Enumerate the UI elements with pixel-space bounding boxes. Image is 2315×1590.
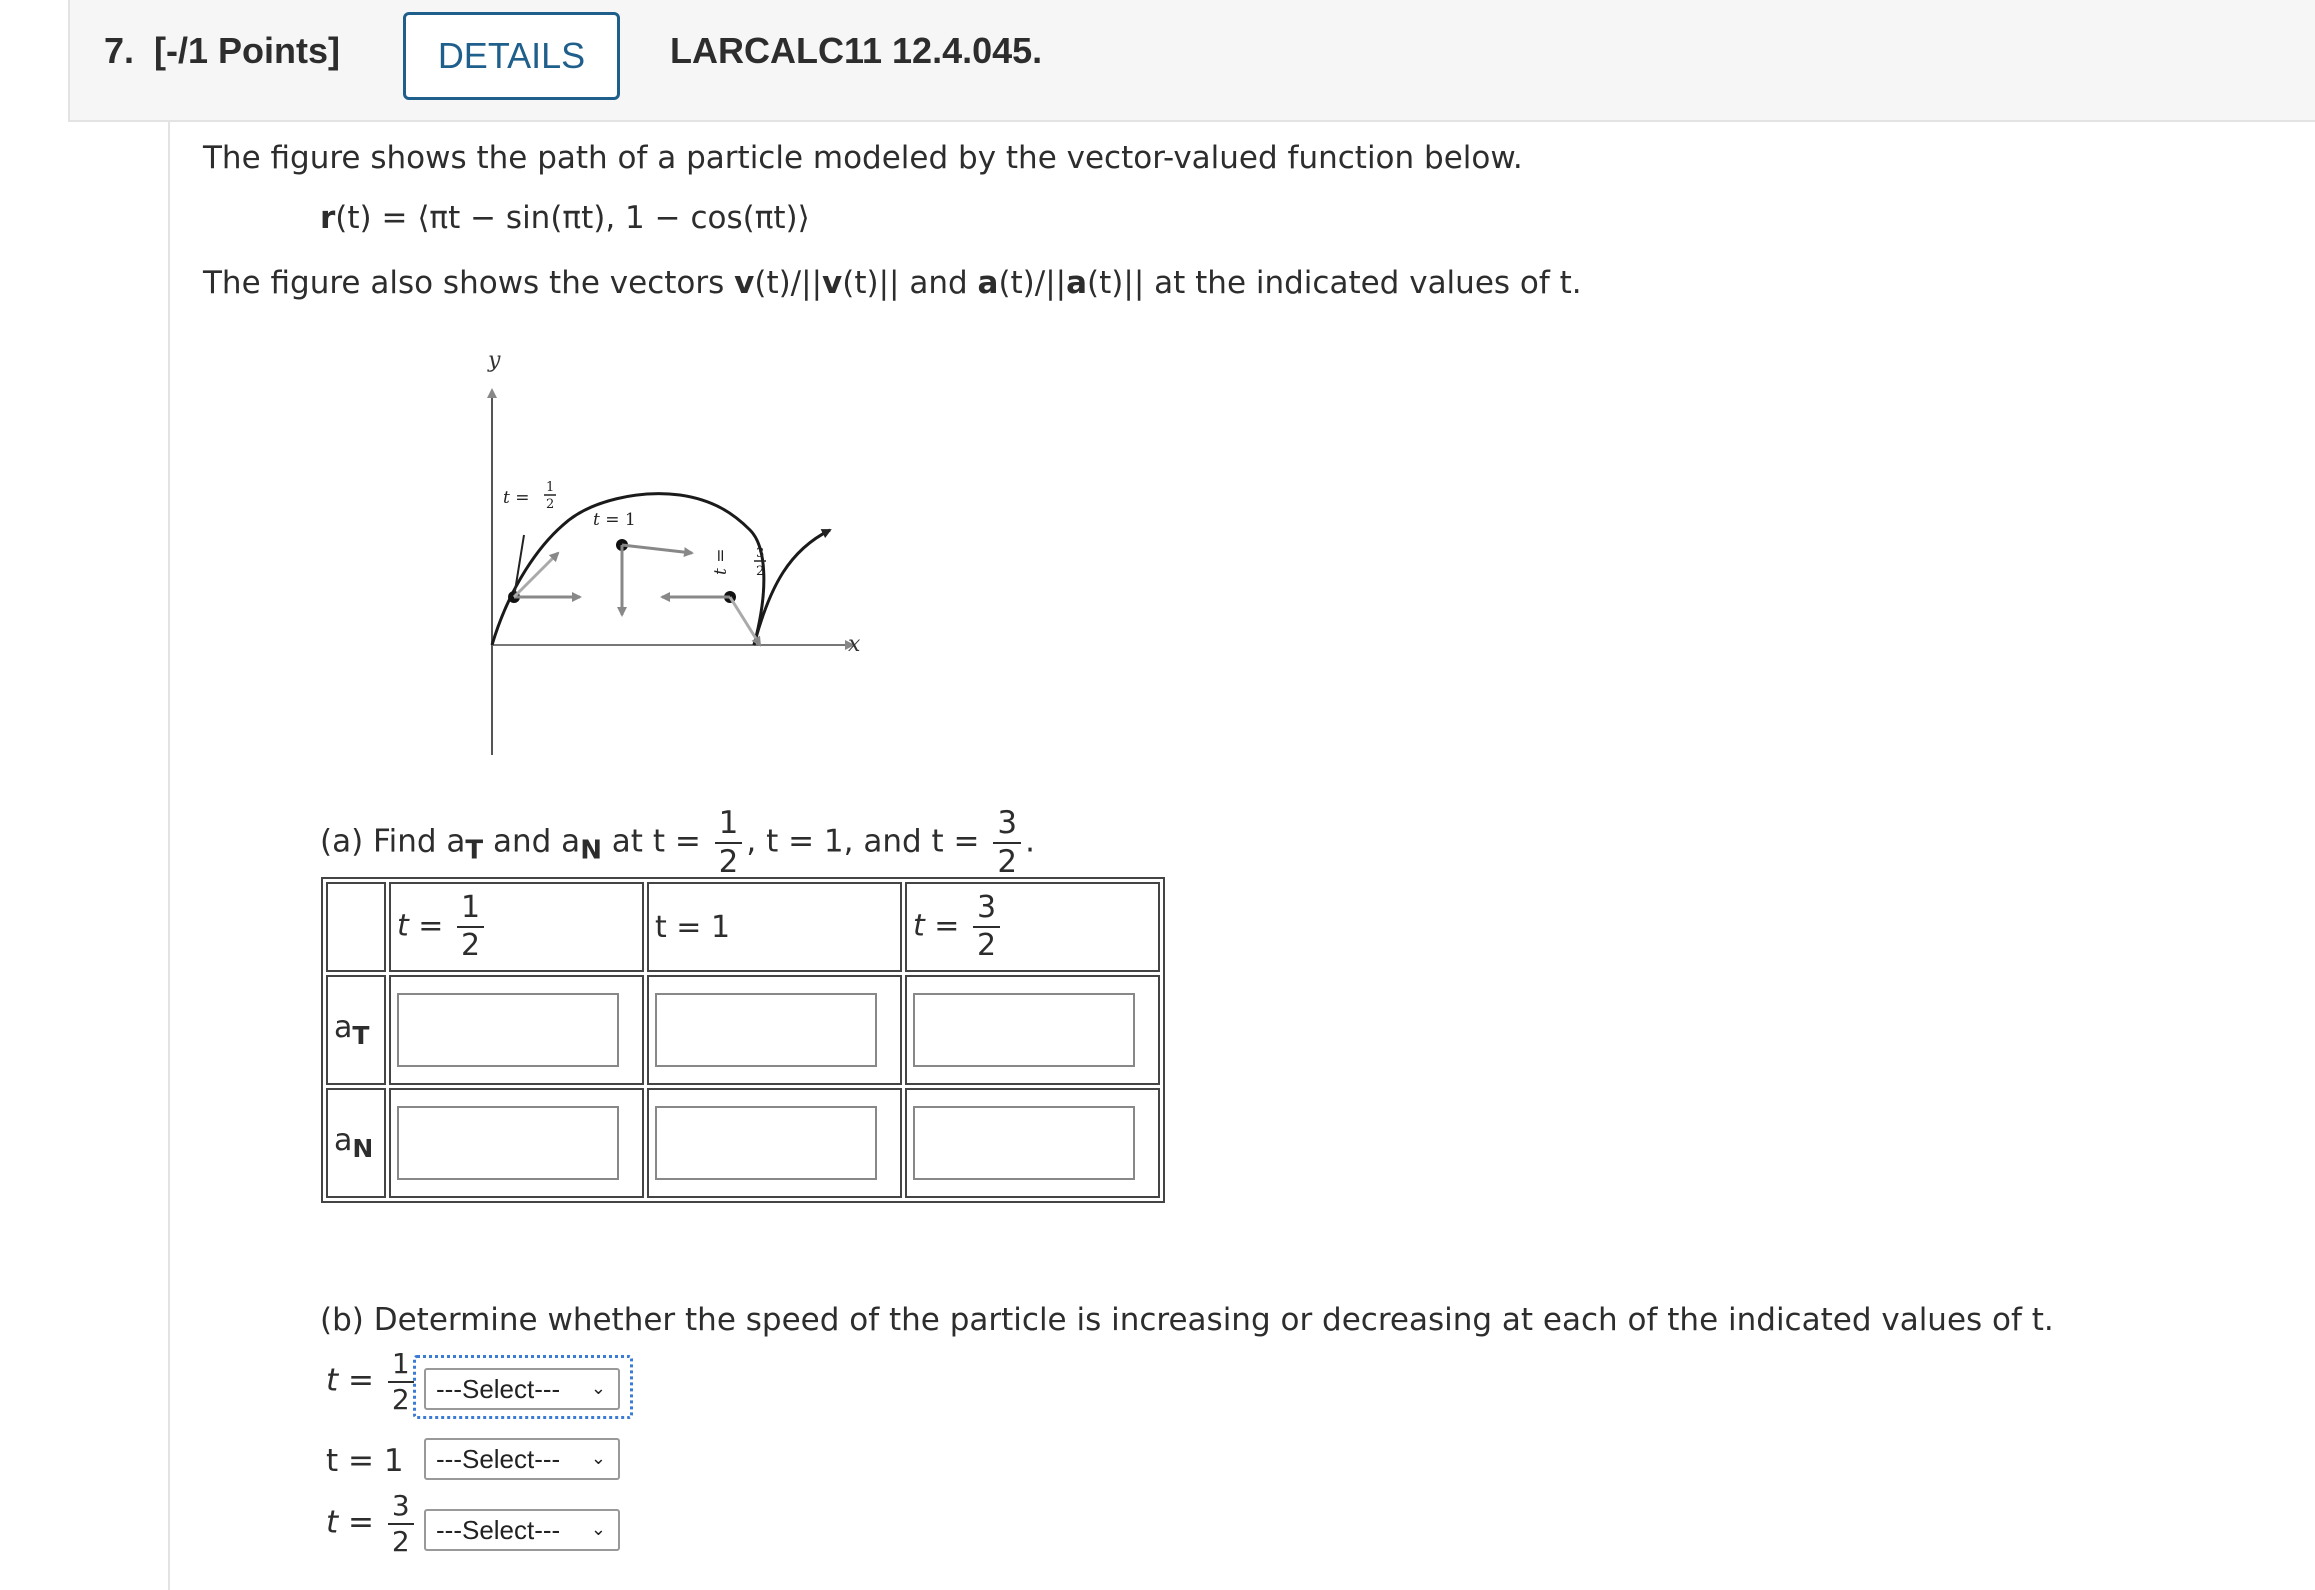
col-header-t-three-halves: t = $\frac{3}{2}$ (905, 882, 1160, 972)
aN-input-t-one[interactable] (655, 1106, 877, 1180)
answer-table (321, 877, 1165, 1203)
svg-text:2: 2 (756, 564, 765, 579)
aT-input-t-half[interactable] (397, 993, 619, 1067)
question-number: 7. [-/1 Points] (104, 30, 341, 71)
speed-select-t-three-halves[interactable]: ---Select--- ⌄ (424, 1509, 620, 1551)
part-b-prompt: (b) Determine whether the speed of the particle is increasing or decreasing at each of the indicated values of t. (320, 1302, 2054, 1338)
speed-select-t-half[interactable]: ---Select--- ⌄ (424, 1368, 620, 1410)
row-label-aN: $a_N$ (326, 1088, 386, 1198)
table-corner (326, 882, 386, 972)
label-t-half: t = (503, 488, 530, 508)
part-b-label-t-half: t = $\frac{1}{2}$ (326, 1350, 418, 1414)
svg-text:3: 3 (756, 546, 765, 561)
function-definition: r(t) = ⟨πt − sin(πt), 1 − cos(πt)⟩ (320, 200, 810, 236)
part-b-label-t-one: t = 1 (326, 1443, 404, 1479)
points-label: [-/1 Points] (154, 30, 341, 71)
chevron-down-icon: ⌄ (590, 1448, 606, 1468)
aN-input-t-half[interactable] (397, 1106, 619, 1180)
aT-input-t-one[interactable] (655, 993, 877, 1067)
velocity-vector-t-three-halves (730, 597, 760, 645)
velocity-vector-t-one (622, 545, 692, 553)
label-t-three-halves: t = (711, 548, 731, 575)
col-header-t-one: t = 1 (647, 882, 902, 972)
problem-id: LARCALC11 12.4.045. (670, 30, 1043, 71)
svg-text:2: 2 (546, 497, 555, 512)
label-t-one: t = 1 (593, 510, 636, 530)
vectors-description: The figure also shows the vectors v(t)/||v(t)|| and a(t)/||a(t)|| at the indicated values of t. (203, 265, 1582, 301)
aT-input-t-three-halves[interactable] (913, 993, 1135, 1067)
particle-path-figure (470, 345, 870, 765)
speed-select-t-one[interactable]: ---Select--- ⌄ (424, 1438, 620, 1480)
row-label-aT: $a_T$ (326, 975, 386, 1085)
part-b-label-t-three-halves: t = $\frac{3}{2}$ (326, 1492, 418, 1556)
y-axis-label: y (488, 348, 501, 373)
intro-text: The figure shows the path of a particle modeled by the vector-valued function below. (203, 140, 1523, 176)
svg-text:1: 1 (546, 480, 555, 495)
cycloid-path-continuation (754, 530, 830, 645)
chevron-down-icon: ⌄ (590, 1378, 606, 1398)
chevron-down-icon: ⌄ (590, 1519, 606, 1539)
x-axis-label: x (848, 632, 861, 657)
details-button[interactable]: DETAILS (403, 12, 620, 100)
col-header-t-half: t = $\frac{1}{2}$ (389, 882, 644, 972)
part-a-prompt: (a) Find $a_T$ and $a_N$ at t = $\frac{1}{2}$ , t = 1, and t = $\frac{3}{2}$ . (320, 805, 1035, 880)
aN-input-t-three-halves[interactable] (913, 1106, 1135, 1180)
